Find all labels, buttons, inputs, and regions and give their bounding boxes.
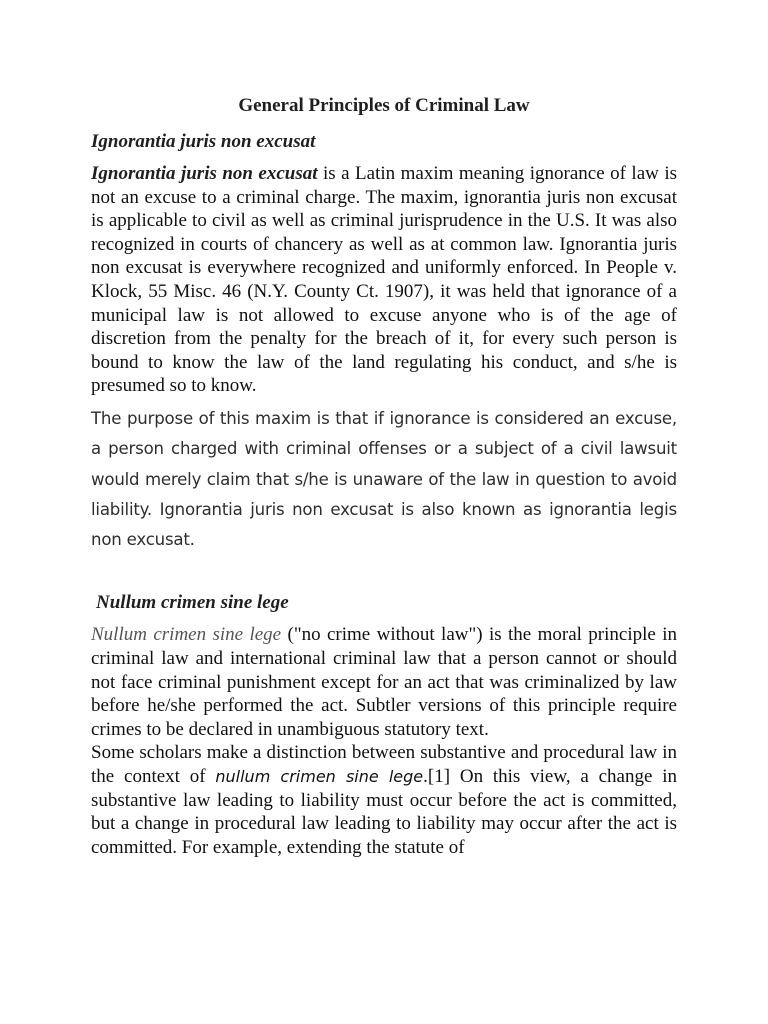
nullum-crimen-paragraph-1 bbox=[91, 623, 677, 741]
nullum-crimen-term: Nullum crimen sine lege bbox=[91, 624, 282, 646]
document-content bbox=[91, 92, 677, 859]
nullum-crimen-paragraph-1-text: ("no crime without law") is the moral principle in criminal law and international criminal law that a person cannot or should not face criminal punishment except for an act that was criminalized by law before he/she performed the act. Subtler versions of this principle require crimes to be declared in unambiguous statutory text. bbox=[91, 624, 678, 740]
nullum-crimen-paragraph-2 bbox=[91, 741, 677, 859]
section-heading-ignorantia: Ignorantia juris non excusat bbox=[91, 131, 316, 152]
ignorantia-paragraph-2: The purpose of this maxim is that if ignorance is considered an excuse, a person charged with criminal offenses or a subject of a civil lawsuit would merely claim that s/he is unaware of the law in question to avoid liability. Ignorantia juris non excusat is also known as ignorantia legis non excusat. bbox=[91, 408, 677, 550]
ignorantia-term: Ignorantia juris non excusat bbox=[91, 163, 318, 184]
section-nullum-crimen bbox=[91, 589, 677, 859]
nullum-crimen-paragraph-2-rest: .[1] On this view, a change in substantive law leading to liability must occur before the act is committed, but a change in procedural law leading to liability may occur after the act is committed. For example, extending the statute of bbox=[91, 765, 677, 858]
ignorantia-paragraph-1 bbox=[91, 162, 677, 398]
section-ignorantia bbox=[91, 128, 677, 555]
section-heading-nullum-crimen: Nullum crimen sine lege bbox=[96, 592, 289, 614]
ignorantia-paragraph-1-text: is a Latin maxim meaning ignorance of law is not an excuse to a criminal charge. The maxim, ignorantia juris non excusat is applicable to civil as well as criminal jurisprudence in the U.S. It was also recognized in courts of chancery as well as at common law. Ignorantia juris non excusat is everywhere recognized and uniformly enforced. In People v. Klock, 55 Misc. 46 (N.Y. County Ct. 1907), it was held that ignorance of a municipal law is not allowed to excuse anyone who is of the age of discretion from the penalty for the breach of it, for every such person is bound to know the law of the land regulating his conduct, and s/he is presumed so to know. bbox=[91, 163, 677, 397]
nullum-crimen-paragraph-2-start: Some scholars make a distinction between substantive and procedural law in the context of bbox=[91, 742, 677, 787]
nullum-crimen-inline-term: nullum crimen sine lege bbox=[215, 766, 424, 786]
page-title: General Principles of Criminal Law bbox=[238, 95, 530, 116]
